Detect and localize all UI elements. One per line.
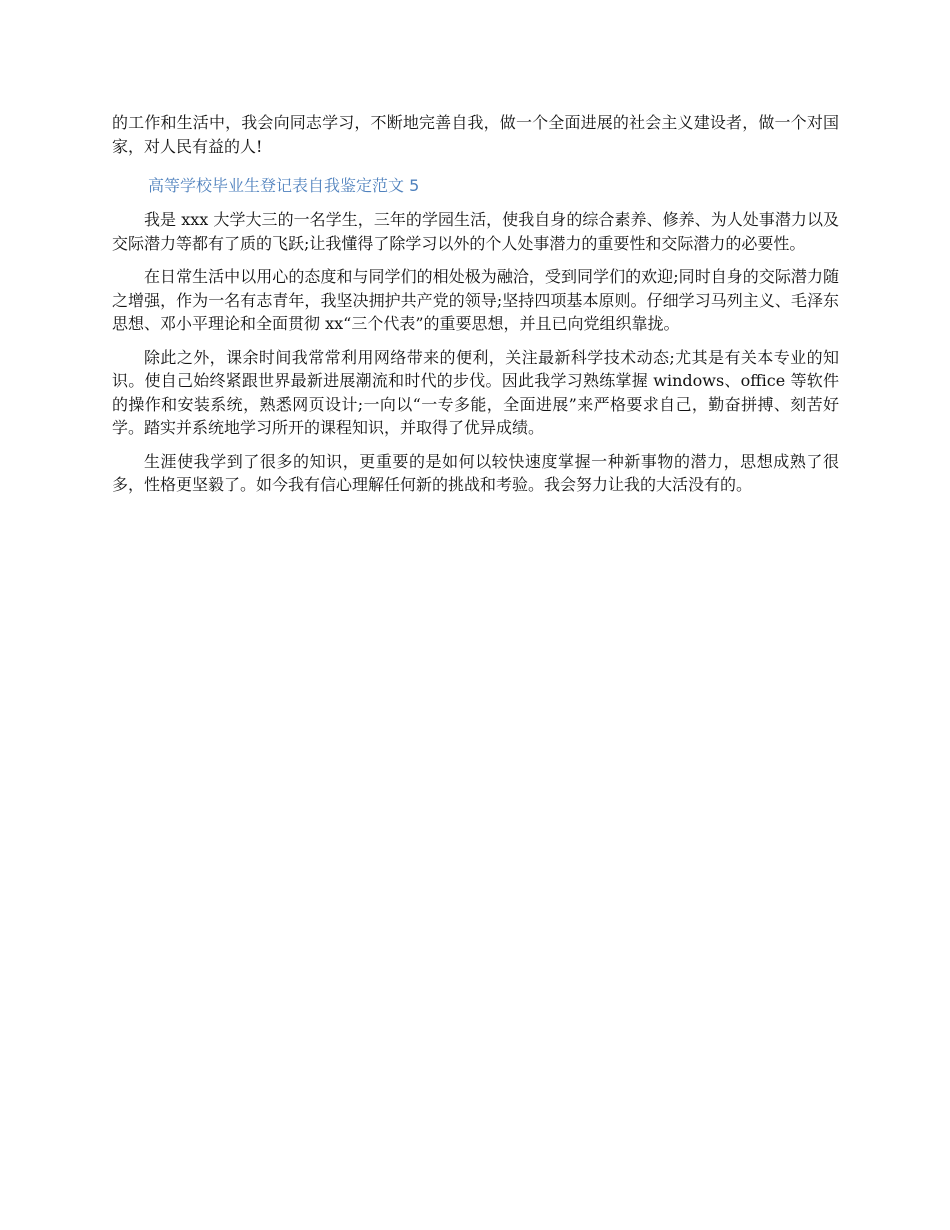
section-heading: 高等学校毕业生登记表自我鉴定范文 5 xyxy=(148,176,420,195)
body-paragraph-1: 我是 xxx 大学大三的一名学生，三年的学园生活，使我自身的综合素养、修养、为人处事潜力以及交际潜力等都有了质的飞跃;让我懂得了除学习以外的个人处事潜力的重要性和交际潜力的必要性。 xyxy=(112,210,839,253)
body-paragraph-2: 在日常生活中以用心的态度和与同学们的相处极为融洽，受到同学们的欢迎;同时自身的交际潜力随之增强，作为一名有志青年，我坚决拥护共产党的领导;坚持四项基本原则。仔细学习马列主义、毛泽东思想、邓小平理论和全面贯彻 xx“三个代表”的重要思想，并且已向党组织靠拢。 xyxy=(112,267,839,333)
intro-paragraph: 的工作和生活中，我会向同志学习，不断地完善自我，做一个全面进展的社会主义建设者，做一个对国家，对人民有益的人! xyxy=(112,113,839,156)
document-page xyxy=(112,111,839,497)
body-paragraph-4: 生涯使我学到了很多的知识，更重要的是如何以较快速度掌握一种新事物的潜力，思想成熟了很多，性格更坚毅了。如今我有信心理解任何新的挑战和考验。我会努力让我的大活没有的。 xyxy=(112,451,839,494)
body-paragraph-3: 除此之外，课余时间我常常利用网络带来的便利，关注最新科学技术动态;尤其是有关本专业的知识。使自己始终紧跟世界最新进展潮流和时代的步伐。因此我学习熟练掌握 windows、office 等软件的操作和安装系统，熟悉网页设计;一向以“一专多能，全面进展”来严格要求自己，勤奋拼搏、刻苦好学。踏实并系统地学习所开的课程知识，并取得了优异成绩。 xyxy=(112,347,839,437)
